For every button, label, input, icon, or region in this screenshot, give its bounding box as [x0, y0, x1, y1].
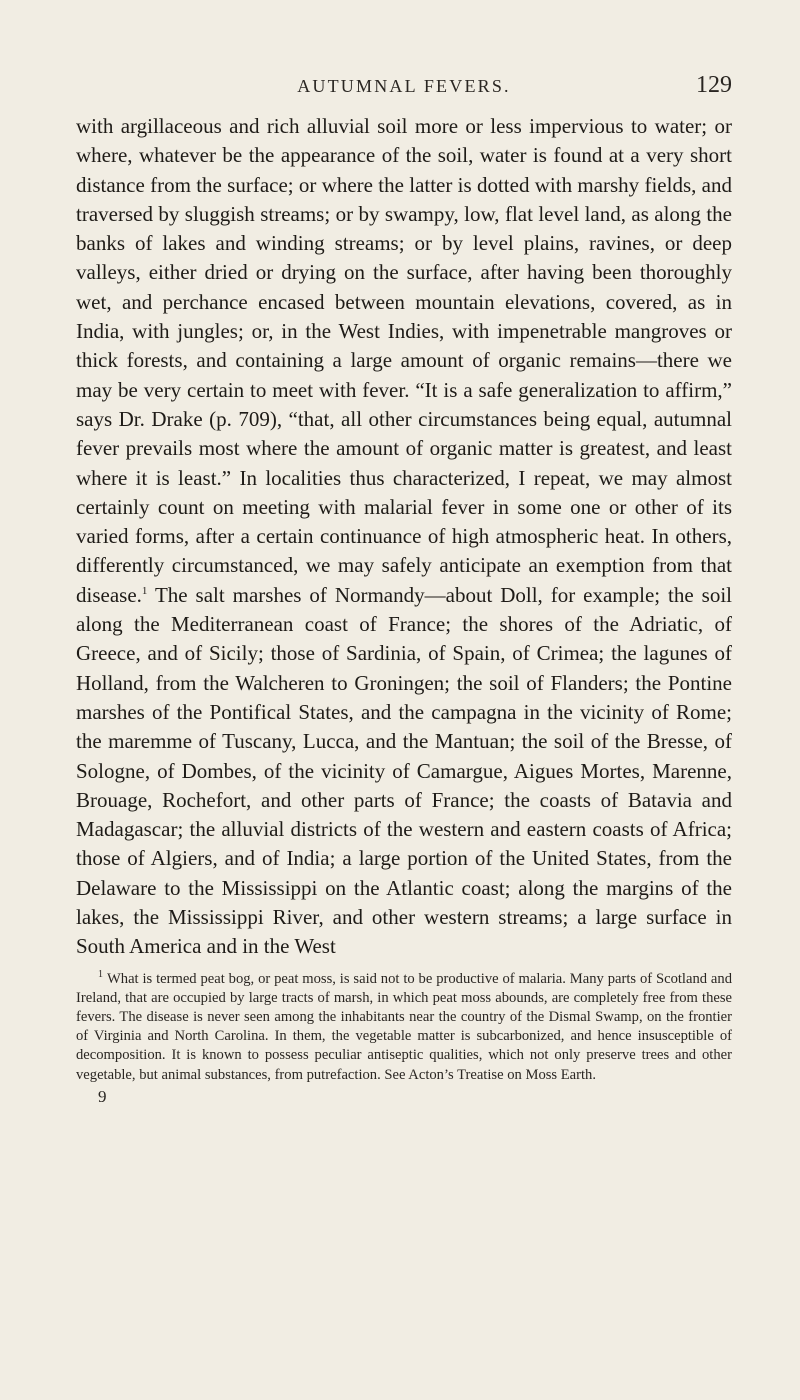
body-paragraph: [76, 112, 732, 962]
signature-mark: 9: [98, 1086, 107, 1106]
footnote: [76, 970, 732, 1085]
running-title: AUTUMNAL FEVERS.: [297, 76, 511, 96]
footnote-mark: 1: [98, 968, 103, 980]
footnote-reference: 1: [141, 584, 148, 597]
page-number: 129: [696, 72, 732, 98]
paragraph-text: with argillaceous and rich alluvial soil more or less impervious to water; or where, whatever be the appearance of the soil, water is found at a very short distance from the surface; or where the latter is dotted with marshy fields, and traversed by sluggish streams; or by swampy, low, flat level land, as along the banks of lakes and winding streams; or by level plains, ravines, or deep valleys, either dried or drying on the surface, after having been thoroughly wet, and perchance encased between mountain elevations, covered, as in India, with jungles; or, in the West Indies, with impenetrable mangroves or thick forests, and containing a large amount of organic remains—there we may be very certain to meet with fever. “It is a safe generalization to affirm,” says Dr. Drake (p. 709), “that, all other circumstances being equal, autumnal fever prevails most where the amount of organic matter is greatest, and least where it is least.” In localities thus characterized, I repeat, we may almost certainly count on meeting with malarial fever in some one or other of its varied forms, after a certain continuance of high atmospheric heat. In others, differently circumstanced, we may safely anticipate an exemption from that disease.: [76, 114, 732, 607]
paragraph-text-continued: The salt marshes of Normandy—about Doll, for example; the soil along the Mediterranean coast of France; the shores of the Adriatic, of Greece, and of Sicily; those of Sardinia, of Spain, of Crimea; the lagunes of Holland, from the Walcheren to Groningen; the soil of Flanders; the Pontine marshes of the Pontifical States, and the campagna in the vicinity of Rome; the maremme of Tuscany, Lucca, and the Mantuan; the soil of the Bresse, of Sologne, of Dombes, of the vicinity of Camargue, Aigues Mortes, Marenne, Brouage, Rochefort, and other parts of France; the coasts of Batavia and Madagascar; the alluvial districts of the western and eastern coasts of Africa; those of Algiers, and of India; a large portion of the United States, from the Delaware to the Mississippi on the Atlantic coast; along the margins of the lakes, the Mississippi River, and other western streams; a large surface in South America and in the West: [76, 582, 732, 959]
running-head: [76, 68, 732, 102]
footnote-text: What is termed peat bog, or peat moss, is said not to be productive of malaria. Many parts of Scotland and Ireland, that are occupied by large tracts of marsh, in which peat moss abounds, are completely free from these fevers. The disease is never seen among the inhabitants near the country of the Dismal Swamp, on the frontier of Virginia and North Carolina. In them, the vegetable matter is subcarbonized, and hence insusceptible of decomposition. It is known to possess peculiar antiseptic qualities, which not only preserve trees and other vegetable, but animal substances, from putrefaction. See Acton’s Treatise on Moss Earth.: [76, 970, 732, 1083]
